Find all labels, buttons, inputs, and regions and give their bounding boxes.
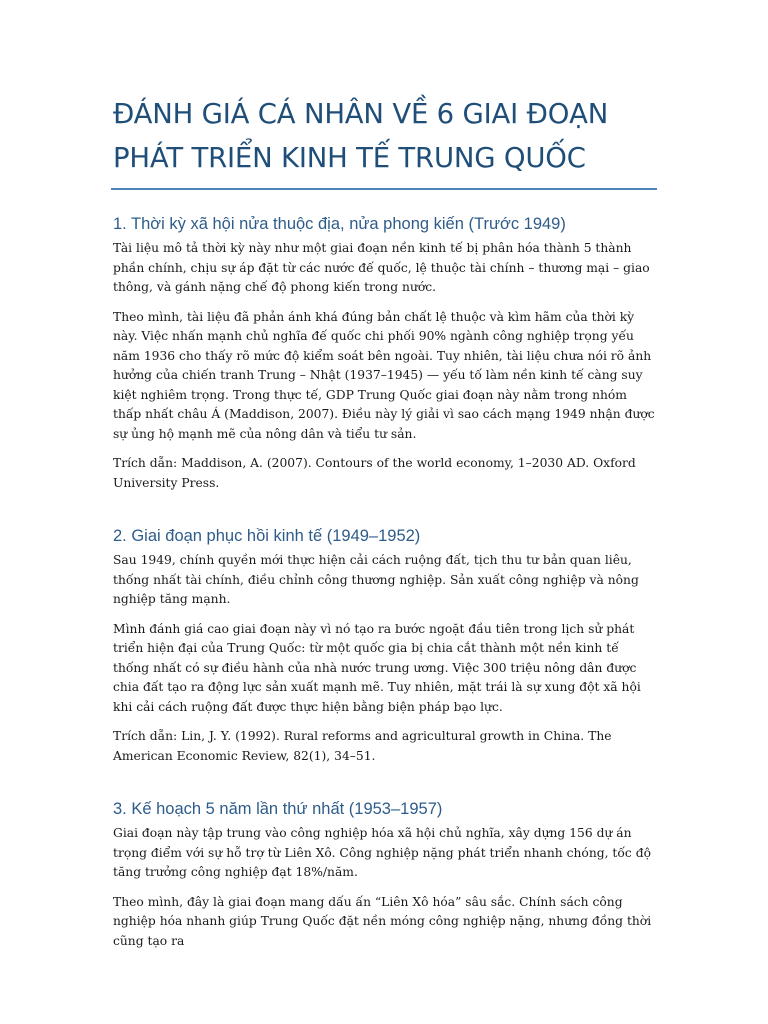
section-3-paragraph-2: Theo mình, đây là giai đoạn mang dấu ấn “Liên Xô hóa” sâu sắc. Chính sách công nghiệp hóa nhanh giúp Trung Quốc đặt nền móng công nghiệp nặng, nhưng đồng thời cũng tạo ra	[113, 894, 652, 948]
section-2-citation: Trích dẫn: Lin, J. Y. (1992). Rural reforms and agricultural growth in China. The American Economic Review, 82(1), 34–51.	[113, 729, 612, 763]
section-2-heading: 2. Giai đoạn phục hồi kinh tế (1949–1952)	[113, 527, 421, 545]
section-2-paragraph-1: Sau 1949, chính quyền mới thực hiện cải cách ruộng đất, tịch thu tư bản quan liêu, thống nhất tài chính, điều chỉnh công thương nghiệp. Sản xuất công nghiệp và nông nghiệp tăng mạnh.	[113, 553, 639, 606]
document-title-line-2: PHÁT TRIỂN KINH TẾ TRUNG QUỐC	[113, 142, 586, 174]
section-1-paragraph-1: Tài liệu mô tả thời kỳ này như một giai đoạn nền kinh tế bị phân hóa thành 5 thành phần chính, chịu sự áp đặt từ các nước đế quốc, lệ thuộc tài chính – thương mại – giao thông, và gánh nặng chế độ phong kiến trong nước.	[113, 241, 650, 294]
title-underline	[111, 188, 657, 190]
section-1-paragraph-2: Theo mình, tài liệu đã phản ánh khá đúng bản chất lệ thuộc và kìm hãm của thời kỳ này. Việc nhấn mạnh chủ nghĩa đế quốc chi phối 90% ngành công nghiệp trọng yếu năm 1936 cho thấy rõ mức độ kiểm soát bên ngoài. Tuy nhiên, tài liệu chưa nói rõ ảnh hưởng của chiến tranh Trung – Nhật (1937–1945) — yếu tố làm nền kinh tế càng suy kiệt nghiêm trọng. Trong thực tế, GDP Trung Quốc giai đoạn này nằm trong nhóm thấp nhất châu Á (Maddison, 2007). Điều này lý giải vì sao cách mạng 1949 nhận được sự ủng hộ mạnh mẽ của nông dân và tiểu tư sản.	[113, 309, 655, 441]
document-title	[113, 92, 655, 180]
section-1-citation: Trích dẫn: Maddison, A. (2007). Contours of the world economy, 1–2030 AD. Oxford University Press.	[113, 456, 636, 490]
section-2-paragraph-2: Mình đánh giá cao giai đoạn này vì nó tạo ra bước ngoặt đầu tiên trong lịch sử phát triển hiện đại của Trung Quốc: từ một quốc gia bị chia cắt thành một nền kinh tế thống nhất có sự điều hành của nhà nước trung ương. Việc 300 triệu nông dân được chia đất tạo ra động lực sản xuất mạnh mẽ. Tuy nhiên, mặt trái là sự xung đột xã hội khi cải cách ruộng đất được thực hiện bằng biện pháp bạo lực.	[113, 621, 641, 714]
section-1-heading: 1. Thời kỳ xã hội nửa thuộc địa, nửa phong kiến (Trước 1949)	[113, 215, 566, 233]
section-3-heading: 3. Kế hoạch 5 năm lần thứ nhất (1953–1957)	[113, 800, 443, 818]
section-3-paragraph-1: Giai đoạn này tập trung vào công nghiệp hóa xã hội chủ nghĩa, xây dựng 156 dự án trọng điểm với sự hỗ trợ từ Liên Xô. Công nghiệp nặng phát triển nhanh chóng, tốc độ tăng trưởng công nghiệp đạt 18%/năm.	[113, 826, 651, 879]
document-title-line-1: ĐÁNH GIÁ CÁ NHÂN VỀ 6 GIAI ĐOẠN	[113, 98, 609, 130]
